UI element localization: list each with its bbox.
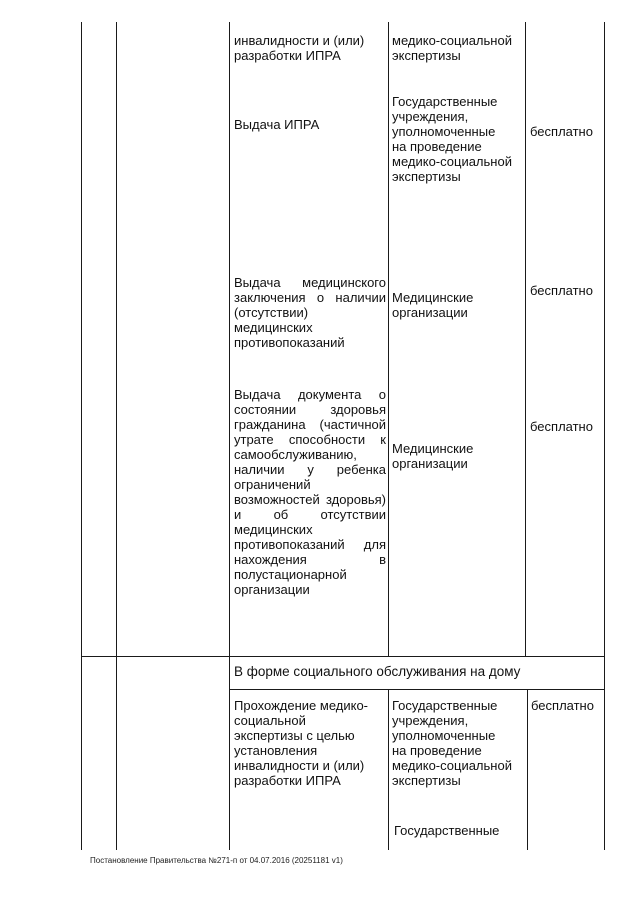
column-divider-4b	[527, 689, 528, 850]
row-separator-section	[81, 656, 604, 657]
service-cell-r5: Прохождение медико- социальной экспертизы с целью установления инвалидности и (или) разработки ИПРА	[234, 698, 369, 788]
provider-cell-r5-next: Государственные	[394, 823, 500, 838]
service-cell-r4: Выдача документа о состоянии здоровья гражданина (частичной утрате способности к самообслуживанию, наличии у ребенка ограничений возможностей здоровья) и об отсутствии медицинских противопоказаний для нахождения в полустационарной организации	[234, 387, 386, 597]
column-divider-3b	[388, 689, 389, 850]
provider-cell-r3: Медицинские организации	[392, 290, 474, 320]
provider-cell-r4: Медицинские организации	[392, 441, 474, 471]
price-cell-r5: бесплатно	[531, 698, 594, 713]
table-border-right	[604, 22, 605, 850]
provider-cell-r1: медико-социальной экспертизы	[392, 33, 512, 63]
price-cell-r3: бесплатно	[530, 283, 593, 298]
column-divider-2	[229, 22, 230, 850]
column-divider-1	[116, 22, 117, 850]
service-cell-r3: Выдача медицинского заключения о наличии (отсутствии) медицинских противопоказаний	[234, 275, 386, 350]
service-cell-r1: инвалидности и (или) разработки ИПРА	[234, 33, 365, 63]
column-divider-4	[525, 22, 526, 656]
price-cell-r4: бесплатно	[530, 419, 593, 434]
provider-cell-r2: Государственные учреждения, уполномоченные на проведение медико-социальной экспертизы	[392, 94, 512, 184]
table-border-left	[81, 22, 82, 850]
column-divider-3	[388, 22, 389, 656]
price-cell-r2: бесплатно	[530, 124, 593, 139]
document-footer: Постановление Правительства №271-п от 04.07.2016 (20251181 v1)	[90, 856, 343, 865]
provider-cell-r5: Государственные учреждения, уполномоченные на проведение медико-социальной экспертизы	[392, 698, 512, 788]
row-separator-header-bottom	[229, 689, 604, 690]
service-cell-r2: Выдача ИПРА	[234, 117, 320, 132]
section-header: В форме социального обслуживания на дому	[234, 664, 521, 679]
